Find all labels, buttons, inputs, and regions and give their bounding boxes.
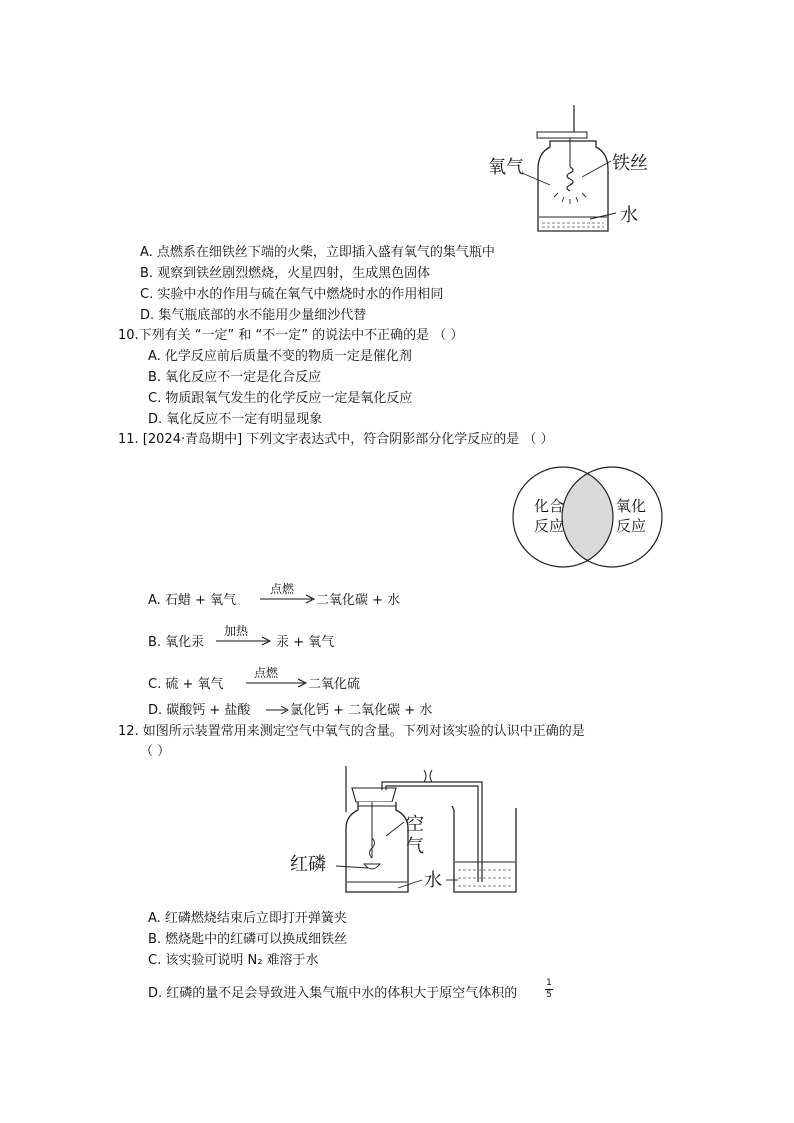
q12-stem: 12. 如图所示装置常用来测定空气中氧气的含量。下列对该实验的认识中正确的是 <box>118 724 585 739</box>
air-label-1: 空 <box>406 814 424 835</box>
venn-diagram <box>508 462 673 572</box>
iron-wire-label: 铁丝 <box>612 153 648 174</box>
q10-option-c: C. 物质跟氧气发生的化学反应一定是氧化反应 <box>148 391 413 406</box>
q10-option-d: D. 氧化反应不一定有明显现象 <box>148 412 323 427</box>
q9-option-c: C. 实验中水的作用与硫在氧气中燃烧时水的作用相同 <box>140 287 444 302</box>
red-phosphorus-label: 红磷 <box>290 854 326 875</box>
oxygen-label: 氧气 <box>488 157 524 178</box>
q11-option-b-left: B. 氧化汞 <box>148 635 205 650</box>
q11-option-a-left: A. 石蜡 + 氧气 <box>148 593 237 608</box>
q11-option-d-arrow <box>266 705 290 715</box>
q11-option-c-right: 二氧化硫 <box>308 677 361 692</box>
q11-option-b-arrow <box>216 636 272 646</box>
q12-option-d: D. 红磷的量不足会导致进入集气瓶中水的体积大于原空气体积的 <box>148 986 518 1001</box>
q11-option-a-arrow <box>260 594 316 604</box>
q11-stem: 11. [2024·青岛期中] 下列文字表达式中，符合阴影部分化学反应的是 （ ） <box>118 432 554 447</box>
iron-wire-combustion-figure <box>470 95 680 245</box>
q11-option-b-right: 汞 + 氧气 <box>276 635 335 650</box>
q9-option-a: A. 点燃系在细铁丝下端的火柴，立即插入盛有氧气的集气瓶中 <box>140 245 495 260</box>
water-label: 水 <box>424 870 442 891</box>
venn-right-label-2: 反应 <box>616 517 647 535</box>
q12-option-c: C. 该实验可说明 N₂ 难溶于水 <box>148 953 319 968</box>
q9-option-d: D. 集气瓶底部的水不能用少量细沙代替 <box>140 308 367 323</box>
fraction-denominator: 5 <box>546 990 552 1000</box>
q9-option-b: B. 观察到铁丝剧烈燃烧，火星四射，生成黑色固体 <box>140 266 431 281</box>
venn-left-label-1: 化合 <box>534 497 565 515</box>
air-label-2: 气 <box>406 836 424 857</box>
water-label: 水 <box>620 205 638 226</box>
fraction-numerator: 1 <box>546 978 552 988</box>
q12-option-b: B. 燃烧匙中的红磷可以换成细铁丝 <box>148 932 348 947</box>
q11-option-a-right: 二氧化碳 + 水 <box>316 593 401 608</box>
q11-option-d-right: 氯化钙 + 二氧化碳 + 水 <box>290 703 433 718</box>
q11-option-c-arrow <box>246 678 308 688</box>
q11-option-a-condition: 点燃 <box>270 582 295 596</box>
q12-answer-paren: （ ） <box>140 744 171 759</box>
q11-option-d-left: D. 碳酸钙 + 盐酸 <box>148 703 251 718</box>
venn-right-label-1: 氧化 <box>616 497 647 515</box>
q11-option-c-left: C. 硫 + 氧气 <box>148 677 224 692</box>
q10-stem: 10.下列有关 “一定” 和 “不一定” 的说法中不正确的是 （ ） <box>118 328 464 343</box>
venn-left-label-2: 反应 <box>534 517 565 535</box>
q12-option-a: A. 红磷燃烧结束后立即打开弹簧夹 <box>148 911 347 926</box>
q10-option-a: A. 化学反应前后质量不变的物质一定是催化剂 <box>148 349 412 364</box>
q11-option-b-condition: 加热 <box>224 624 249 638</box>
q10-option-b: B. 氧化反应不一定是化合反应 <box>148 370 322 385</box>
oxygen-content-apparatus-figure <box>286 764 556 904</box>
q11-option-c-condition: 点燃 <box>254 666 279 680</box>
